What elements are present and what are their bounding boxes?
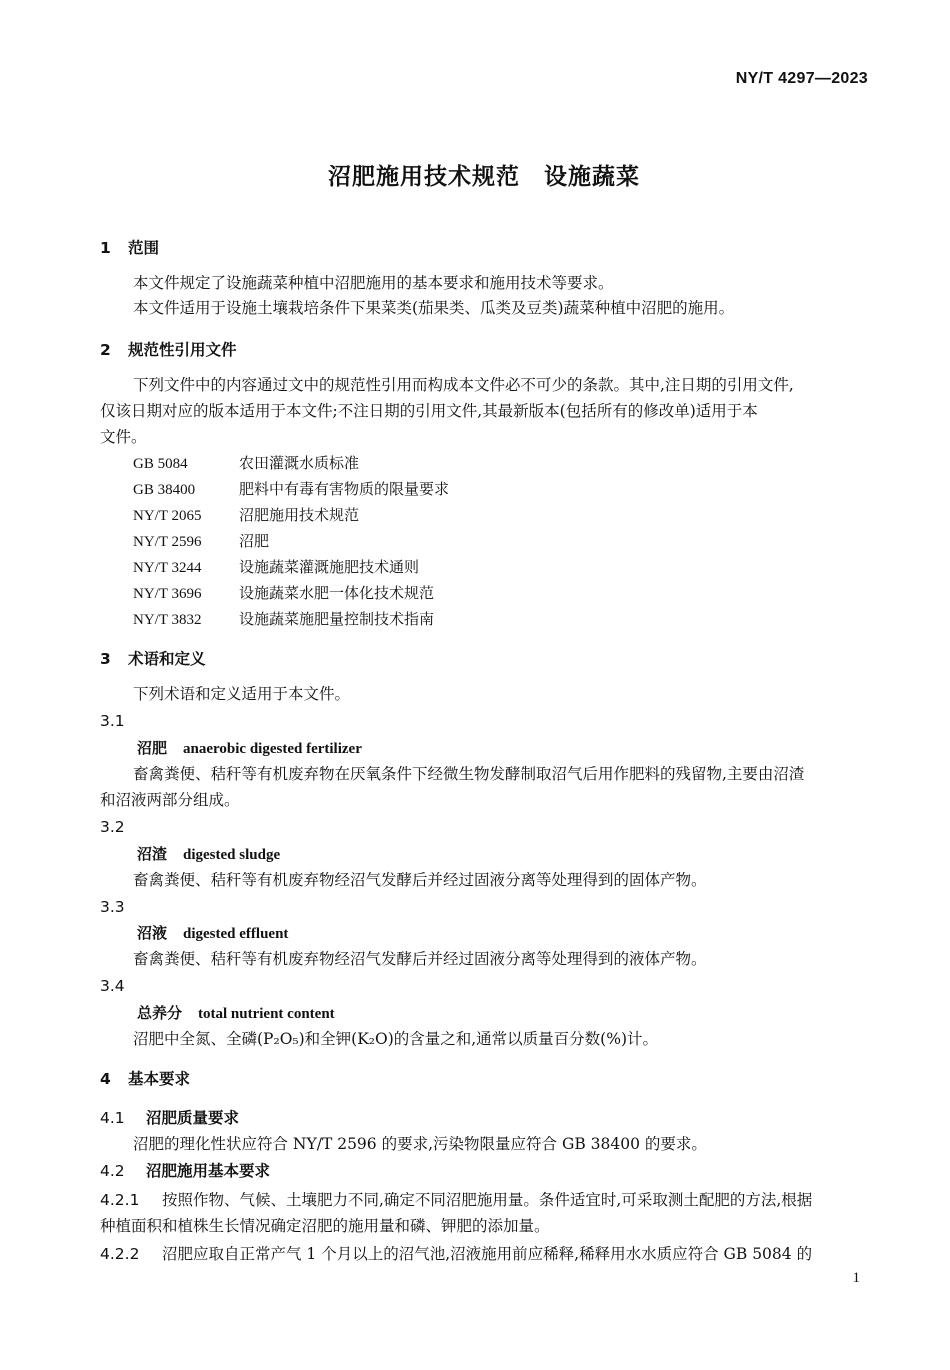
paragraph-line: 文件。 [100, 428, 147, 446]
reference-item [133, 609, 434, 630]
section-number: 3 [100, 650, 111, 668]
term-number: 3.3 [100, 898, 125, 916]
term-heading [137, 738, 362, 759]
subsection-title: 沼肥质量要求 [146, 1109, 240, 1127]
subsection-title: 沼肥施用基本要求 [146, 1162, 271, 1180]
reference-code: NY/T 3244 [133, 560, 202, 576]
term-zh: 沼肥 [137, 739, 168, 757]
reference-name: 沼肥施用技术规范 [239, 506, 360, 524]
reference-item [133, 531, 269, 552]
reference-name: 设施蔬菜水肥一体化技术规范 [239, 584, 435, 602]
section-number: 2 [100, 341, 111, 359]
term-zh: 总养分 [137, 1004, 183, 1022]
section-title: 基本要求 [128, 1070, 191, 1088]
paragraph-line: 仅该日期对应的版本适用于本文件;不注日期的引用文件,其最新版本(包括所有的修改单)适用于本 [100, 402, 758, 420]
reference-code: NY/T 3696 [133, 586, 202, 602]
reference-item [133, 557, 419, 578]
term-en: anaerobic digested fertilizer [183, 741, 362, 757]
term-definition: 和沼液两部分组成。 [100, 791, 240, 809]
paragraph: 本文件适用于设施土壤栽培条件下果菜类(茄果类、瓜类及豆类)蔬菜种植中沼肥的施用。 [133, 299, 735, 317]
section-4-heading [100, 1069, 190, 1089]
term-number: 3.2 [100, 818, 125, 836]
clause-number: 4.2.2 [100, 1245, 140, 1263]
subsection-4-1-heading [100, 1108, 239, 1128]
clause-number: 4.2.1 [100, 1191, 140, 1209]
term-heading [137, 923, 288, 944]
paragraph-line: 下列文件中的内容通过文中的规范性引用而构成本文件必不可少的条款。其中,注日期的引用文件, [133, 376, 794, 394]
page-number: 1 [852, 1270, 860, 1286]
reference-item [133, 453, 359, 474]
reference-name: 农田灌溉水质标准 [239, 454, 360, 472]
reference-name: 沼肥 [239, 532, 270, 550]
reference-code: NY/T 2596 [133, 534, 202, 550]
paragraph: 本文件规定了设施蔬菜种植中沼肥施用的基本要求和施用技术等要求。 [133, 274, 614, 292]
clause-text: 按照作物、气候、土壤肥力不同,确定不同沼肥施用量。条件适宜时,可采取测土配肥的方法,根据 [162, 1191, 813, 1209]
section-title: 规范性引用文件 [128, 341, 237, 359]
term-number: 3.4 [100, 977, 125, 995]
section-title: 范围 [128, 239, 160, 257]
term-definition: 畜禽粪便、秸秆等有机废弃物在厌氧条件下经微生物发酵制取沼气后用作肥料的残留物,主要由沼渣 [133, 765, 805, 783]
paragraph: 沼肥的理化性状应符合 NY/T 2596 的要求,污染物限量应符合 GB 38400 的要求。 [133, 1135, 707, 1153]
reference-code: NY/T 3832 [133, 612, 202, 628]
clause-4-2-2 [100, 1244, 812, 1264]
clause-4-2-1 [100, 1190, 812, 1210]
section-3-heading [100, 649, 206, 669]
term-heading [137, 844, 280, 865]
paragraph: 下列术语和定义适用于本文件。 [133, 685, 351, 703]
subsection-4-2-heading [100, 1161, 270, 1181]
term-heading [137, 1003, 335, 1024]
standard-code: NY/T 4297—2023 [735, 70, 868, 87]
section-title: 术语和定义 [128, 650, 206, 668]
term-number: 3.1 [100, 712, 125, 730]
reference-item [133, 583, 434, 604]
subsection-number: 4.1 [100, 1109, 125, 1127]
subsection-number: 4.2 [100, 1162, 125, 1180]
term-definition: 畜禽粪便、秸秆等有机废弃物经沼气发酵后并经过固液分离等处理得到的固体产物。 [133, 871, 707, 889]
reference-name: 设施蔬菜施肥量控制技术指南 [239, 610, 435, 628]
term-zh: 沼液 [137, 924, 168, 942]
reference-code: GB 5084 [133, 456, 188, 472]
reference-item [133, 505, 359, 526]
term-en: total nutrient content [198, 1006, 335, 1022]
document-title: 沼肥施用技术规范 设施蔬菜 [328, 164, 640, 190]
reference-name: 设施蔬菜灌溉施肥技术通则 [239, 558, 420, 576]
reference-code: NY/T 2065 [133, 508, 202, 524]
reference-code: GB 38400 [133, 482, 196, 498]
reference-name: 肥料中有毒有害物质的限量要求 [239, 480, 450, 498]
term-en: digested sludge [183, 847, 281, 863]
clause-text: 沼肥应取自正常产气 1 个月以上的沼气池,沼液施用前应稀释,稀释用水水质应符合 GB 5084 的 [162, 1245, 813, 1263]
section-number: 4 [100, 1070, 111, 1088]
section-2-heading [100, 340, 237, 360]
term-definition: 沼肥中全氮、全磷(P₂O₅)和全钾(K₂O)的含量之和,通常以质量百分数(%)计。 [133, 1030, 659, 1048]
section-number: 1 [100, 239, 111, 257]
reference-item [133, 479, 449, 500]
term-en: digested effluent [183, 926, 289, 942]
section-1-heading [100, 238, 159, 258]
term-zh: 沼渣 [137, 845, 168, 863]
term-definition: 畜禽粪便、秸秆等有机废弃物经沼气发酵后并经过固液分离等处理得到的液体产物。 [133, 950, 707, 968]
clause-text-continued: 种植面积和植株生长情况确定沼肥的施用量和磷、钾肥的添加量。 [100, 1217, 550, 1235]
